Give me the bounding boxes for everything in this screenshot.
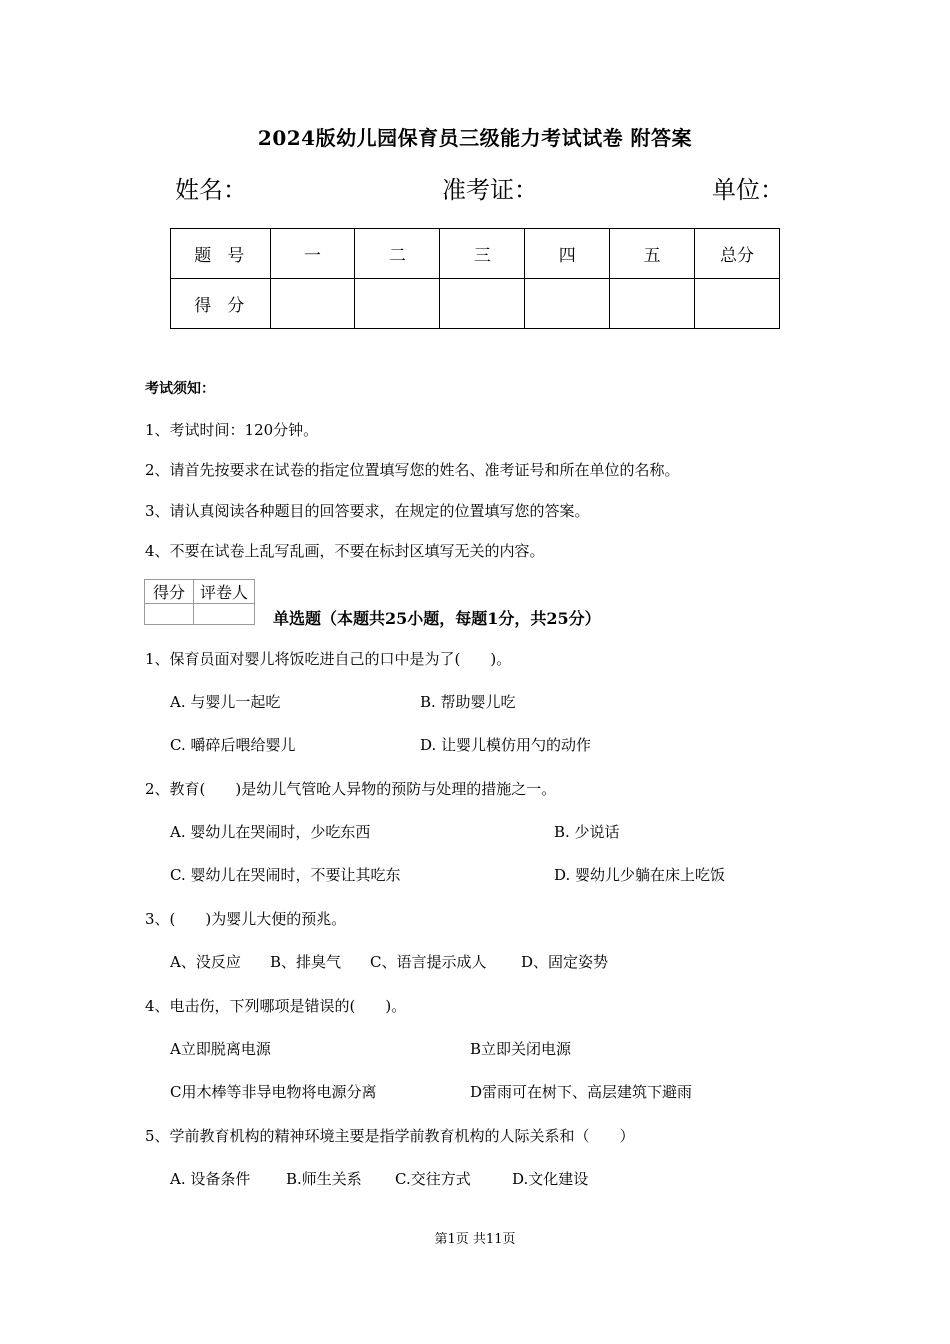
score-table-cell: 五: [610, 229, 695, 279]
score-table-cell: 总分: [695, 229, 780, 279]
score-table-cell: 四: [525, 229, 610, 279]
score-table-cell: 二: [355, 229, 440, 279]
notice-item: 2、请首先按要求在试卷的指定位置填写您的姓名、准考证号和所在单位的名称。: [145, 461, 680, 479]
answer-option[interactable]: D.文化建设: [512, 1170, 589, 1188]
score-input-cell[interactable]: [270, 279, 355, 329]
answer-option[interactable]: D、固定姿势: [521, 953, 609, 971]
answer-option[interactable]: C. 嚼碎后喂给婴儿: [170, 736, 296, 754]
score-table-cell: 三: [440, 229, 525, 279]
answer-option[interactable]: C. 婴幼儿在哭闹时，不要让其吃东: [170, 866, 401, 884]
score-table-cell: 一: [270, 229, 355, 279]
section-title: 单选题（本题共25小题，每题1分，共25分）: [273, 609, 601, 628]
score-input-cell[interactable]: [525, 279, 610, 329]
answer-option[interactable]: A. 设备条件: [170, 1170, 251, 1188]
notice-item: 3、请认真阅读各种题目的回答要求，在规定的位置填写您的答案。: [145, 502, 590, 520]
answer-option[interactable]: D. 婴幼儿少躺在床上吃饭: [554, 866, 726, 884]
question-stem: 5、学前教育机构的精神环境主要是指学前教育机构的人际关系和（ ）: [145, 1127, 635, 1145]
answer-option[interactable]: B.师生关系: [286, 1170, 362, 1188]
grader-box: [144, 579, 255, 625]
answer-option[interactable]: A. 与婴儿一起吃: [170, 693, 281, 711]
answer-option[interactable]: B. 帮助婴儿吃: [420, 693, 516, 711]
notice-item: 4、不要在试卷上乱写乱画，不要在标封区填写无关的内容。: [145, 542, 545, 560]
question-stem: 1、保育员面对婴儿将饭吃进自己的口中是为了( )。: [145, 650, 512, 668]
grader-score-input[interactable]: [145, 604, 194, 625]
answer-option[interactable]: D雷雨可在树下、高层建筑下避雨: [470, 1083, 693, 1101]
score-input-cell[interactable]: [440, 279, 525, 329]
question-stem: 2、教育( )是幼儿气管呛人异物的预防与处理的措施之一。: [145, 780, 557, 798]
exam-id-field-label: 准考证：: [442, 176, 538, 204]
score-table-cell: 得分: [171, 279, 271, 329]
grader-name-input[interactable]: [194, 604, 255, 625]
notice-item: 1、考试时间：120分钟。: [145, 421, 319, 439]
grader-name-label: 评卷人: [194, 580, 255, 604]
answer-option[interactable]: B. 少说话: [554, 823, 620, 841]
score-input-cell[interactable]: [695, 279, 780, 329]
answer-option[interactable]: A立即脱离电源: [170, 1040, 271, 1058]
question-stem: 3、( )为婴儿大便的预兆。: [145, 910, 347, 928]
answer-option[interactable]: D. 让婴儿模仿用勺的动作: [420, 736, 592, 754]
unit-field-label: 单位：: [712, 176, 784, 204]
question-stem: 4、电击伤，下列哪项是错误的( )。: [145, 997, 407, 1015]
score-table-cell: 题号: [171, 229, 271, 279]
answer-option[interactable]: B立即关闭电源: [470, 1040, 572, 1058]
score-input-cell[interactable]: [355, 279, 440, 329]
answer-option[interactable]: C.交往方式: [395, 1170, 471, 1188]
answer-option[interactable]: A、没反应: [170, 953, 241, 971]
grader-score-label: 得分: [145, 580, 194, 604]
answer-option[interactable]: C用木棒等非导电物将电源分离: [170, 1083, 377, 1101]
score-table-header-row: [171, 229, 780, 279]
page-title: 2024版幼儿园保育员三级能力考试试卷 附答案: [257, 126, 693, 150]
score-input-cell[interactable]: [610, 279, 695, 329]
answer-option[interactable]: C、语言提示成人: [370, 953, 487, 971]
notice-title: 考试须知：: [145, 381, 215, 397]
name-field-label: 姓名：: [175, 176, 247, 204]
answer-option[interactable]: B、排臭气: [270, 953, 342, 971]
page-footer: 第1页 共11页: [434, 1232, 516, 1247]
score-table-score-row: [171, 279, 780, 329]
answer-option[interactable]: A. 婴幼儿在哭闹时，少吃东西: [170, 823, 371, 841]
score-table: [170, 228, 780, 329]
